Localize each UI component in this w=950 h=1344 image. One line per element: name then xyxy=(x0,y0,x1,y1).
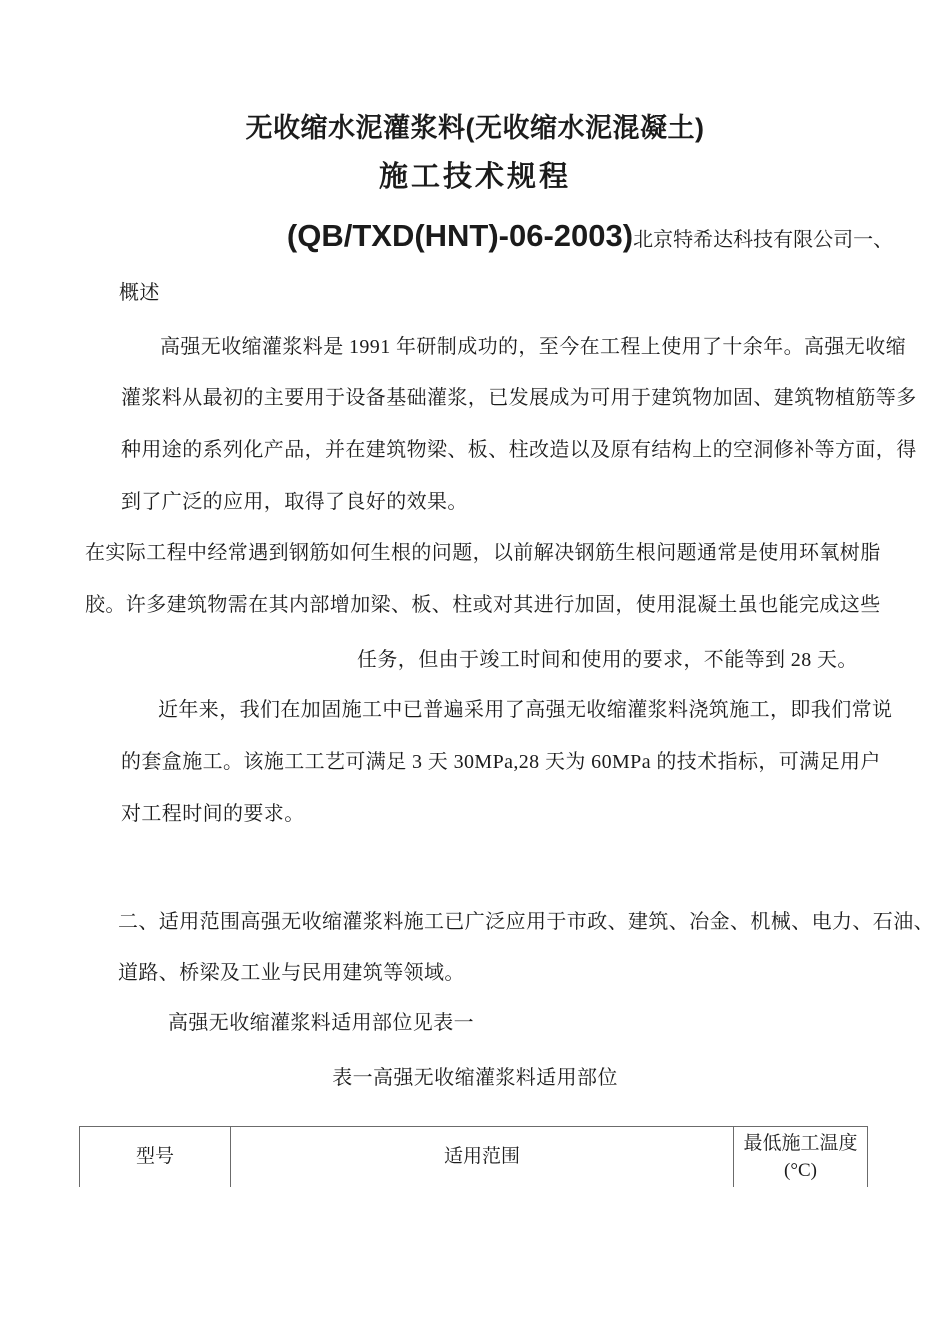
company-name: 北京特希达科技有限公司一、 xyxy=(633,229,894,251)
doc-code-row xyxy=(115,218,950,254)
table-header-model xyxy=(79,1127,231,1187)
doc-standard-code: (QB/TXD(HNT)-06-2003) xyxy=(286,218,634,253)
doc-title-line2: 施工技术规程 xyxy=(378,161,571,193)
table-header-scope xyxy=(231,1127,733,1187)
paragraph2-line2: 胶。许多建筑物需在其内部增加梁、板、柱或对其进行加固，使用混凝土虽也能完成这些 xyxy=(85,594,881,616)
table-header-min-temp-line2: (°C) xyxy=(784,1160,817,1181)
paragraph2-line1: 在实际工程中经常遇到钢筋如何生根的问题，以前解决钢筋生根问题通常是使用环氧树脂 xyxy=(85,542,881,564)
paragraph2-line3: 任务，但由于竣工时间和使用的要求，不能等到 28 天。 xyxy=(357,649,858,671)
paragraph3-line3: 对工程时间的要求。 xyxy=(121,803,305,825)
paragraph3-line1: 近年来，我们在加固施工中已普遍采用了高强无收缩灌浆料浇筑施工，即我们常说 xyxy=(158,699,893,721)
table-header-scope-label: 适用范围 xyxy=(443,1146,520,1167)
paragraph1-line4: 到了广泛的应用，取得了良好的效果。 xyxy=(121,491,468,513)
paragraph1-line1: 高强无收缩灌浆料是 1991 年研制成功的，至今在工程上使用了十余年。高强无收缩 xyxy=(160,336,906,358)
table-header-model-label: 型号 xyxy=(135,1146,174,1167)
doc-title-line1: 无收缩水泥灌浆料(无收缩水泥混凝土) xyxy=(245,113,705,143)
section2-line2: 道路、桥梁及工业与民用建筑等领域。 xyxy=(118,962,465,984)
paragraph1-line2: 灌浆料从最初的主要用于设备基础灌浆，已发展成为可用于建筑物加固、建筑物植筋等多 xyxy=(121,387,917,409)
section-heading-overview: 概述 xyxy=(119,282,160,304)
paragraph1-line3: 种用途的系列化产品，并在建筑物梁、板、柱改造以及原有结构上的空洞修补等方面，得 xyxy=(121,439,917,461)
table-header-min-temp-line1: 最低施工温度 xyxy=(743,1133,858,1154)
table-caption: 表一高强无收缩灌浆料适用部位 xyxy=(332,1067,618,1089)
table-header-min-temp xyxy=(733,1127,868,1187)
table-reference-line: 高强无收缩灌浆料适用部位见表一 xyxy=(168,1012,474,1034)
paragraph3-line2: 的套盒施工。该施工工艺可满足 3 天 30MPa,28 天为 60MPa 的技术指标，可满足用户 xyxy=(121,751,881,773)
section2-line1: 二、适用范围高强无收缩灌浆料施工已广泛应用于市政、建筑、冶金、机械、电力、石油、 xyxy=(118,911,934,933)
applicability-table xyxy=(79,1126,868,1187)
